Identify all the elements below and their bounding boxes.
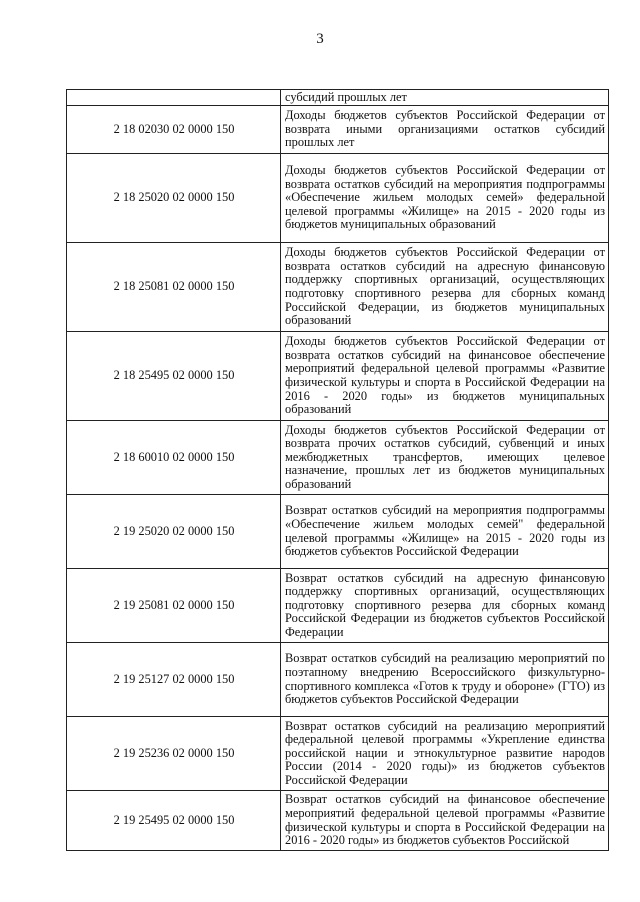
description-cell: Доходы бюджетов субъектов Российской Федерации от возврата остатков субсидий на мероприятия подпрограммы «Обеспечение жильем молодых семей» федеральной целевой программы «Жилище» на 2015 - 2020 годы из бюджетов муниципальных образований xyxy=(281,154,609,243)
table-row xyxy=(67,332,609,421)
code-cell: 2 19 25081 02 0000 150 xyxy=(67,569,281,643)
description-cell: Возврат остатков субсидий на реализацию мероприятий по поэтапному внедрению Всероссийского физкультурно-спортивного комплекса «Готов к труду и обороне» (ГТО) из бюджетов субъектов Российской Федерации xyxy=(281,643,609,717)
description-cell: Возврат остатков субсидий на адресную финансовую поддержку спортивных организаций, осуществляющих подготовку спортивного резерва для сборных команд Российской Федерации из бюджетов субъектов Российской Федерации xyxy=(281,569,609,643)
description-cell: Доходы бюджетов субъектов Российской Федерации от возврата остатков субсидий на адресную финансовую поддержку спортивных организаций, осуществляющих подготовку спортивного резерва для сборных команд Российской Федерации, из бюджетов муниципальных образований xyxy=(281,243,609,332)
revenue-codes-table xyxy=(66,89,609,851)
description-cell: Возврат остатков субсидий на финансовое обеспечение мероприятий федеральной целевой программы «Развитие физической культуры и спорта в Российской Федерации на 2016 - 2020 годы» из бюджетов субъектов Российской xyxy=(281,791,609,851)
page-number: 3 xyxy=(316,31,324,47)
table-row xyxy=(67,643,609,717)
code-cell: 2 18 25020 02 0000 150 xyxy=(67,154,281,243)
table-row xyxy=(67,154,609,243)
code-cell: 2 18 25081 02 0000 150 xyxy=(67,243,281,332)
table-row xyxy=(67,495,609,569)
table-row xyxy=(67,106,609,154)
description-cell: Возврат остатков субсидий на реализацию мероприятий федеральной целевой программы «Укрепление единства российской нации и этнокультурное развитие народов России (2014 - 2020 годы)» из бюджетов субъектов Российской Федерации xyxy=(281,717,609,791)
description-cell: Возврат остатков субсидий на мероприятия подпрограммы «Обеспечение жильем молодых семей" федеральной целевой программы «Жилище» на 2015 - 2020 годы из бюджетов субъектов Российской Федерации xyxy=(281,495,609,569)
table-row xyxy=(67,717,609,791)
table-row xyxy=(67,791,609,851)
revenue-codes-table-grid xyxy=(66,89,609,851)
table-row xyxy=(67,569,609,643)
table-row xyxy=(67,243,609,332)
code-cell: 2 18 02030 02 0000 150 xyxy=(67,106,281,154)
description-cell: субсидий прошлых лет xyxy=(281,90,609,106)
code-cell: 2 18 25495 02 0000 150 xyxy=(67,332,281,421)
table-row xyxy=(67,421,609,495)
code-cell: 2 19 25495 02 0000 150 xyxy=(67,791,281,851)
code-cell: 2 19 25236 02 0000 150 xyxy=(67,717,281,791)
table-row xyxy=(67,90,609,106)
description-cell: Доходы бюджетов субъектов Российской Федерации от возврата прочих остатков субсидий, субвенций и иных межбюджетных трансфертов, имеющих целевое назначение, прошлых лет из бюджетов муниципальных образований xyxy=(281,421,609,495)
code-cell xyxy=(67,90,281,106)
description-cell: Доходы бюджетов субъектов Российской Федерации от возврата остатков субсидий на финансовое обеспечение мероприятий федеральной целевой программы «Развитие физической культуры и спорта в Российской Федерации на 2016 - 2020 годы» из бюджетов муниципальных образований xyxy=(281,332,609,421)
code-cell: 2 19 25020 02 0000 150 xyxy=(67,495,281,569)
code-cell: 2 18 60010 02 0000 150 xyxy=(67,421,281,495)
code-cell: 2 19 25127 02 0000 150 xyxy=(67,643,281,717)
description-cell: Доходы бюджетов субъектов Российской Федерации от возврата иными организациями остатков субсидий прошлых лет xyxy=(281,106,609,154)
